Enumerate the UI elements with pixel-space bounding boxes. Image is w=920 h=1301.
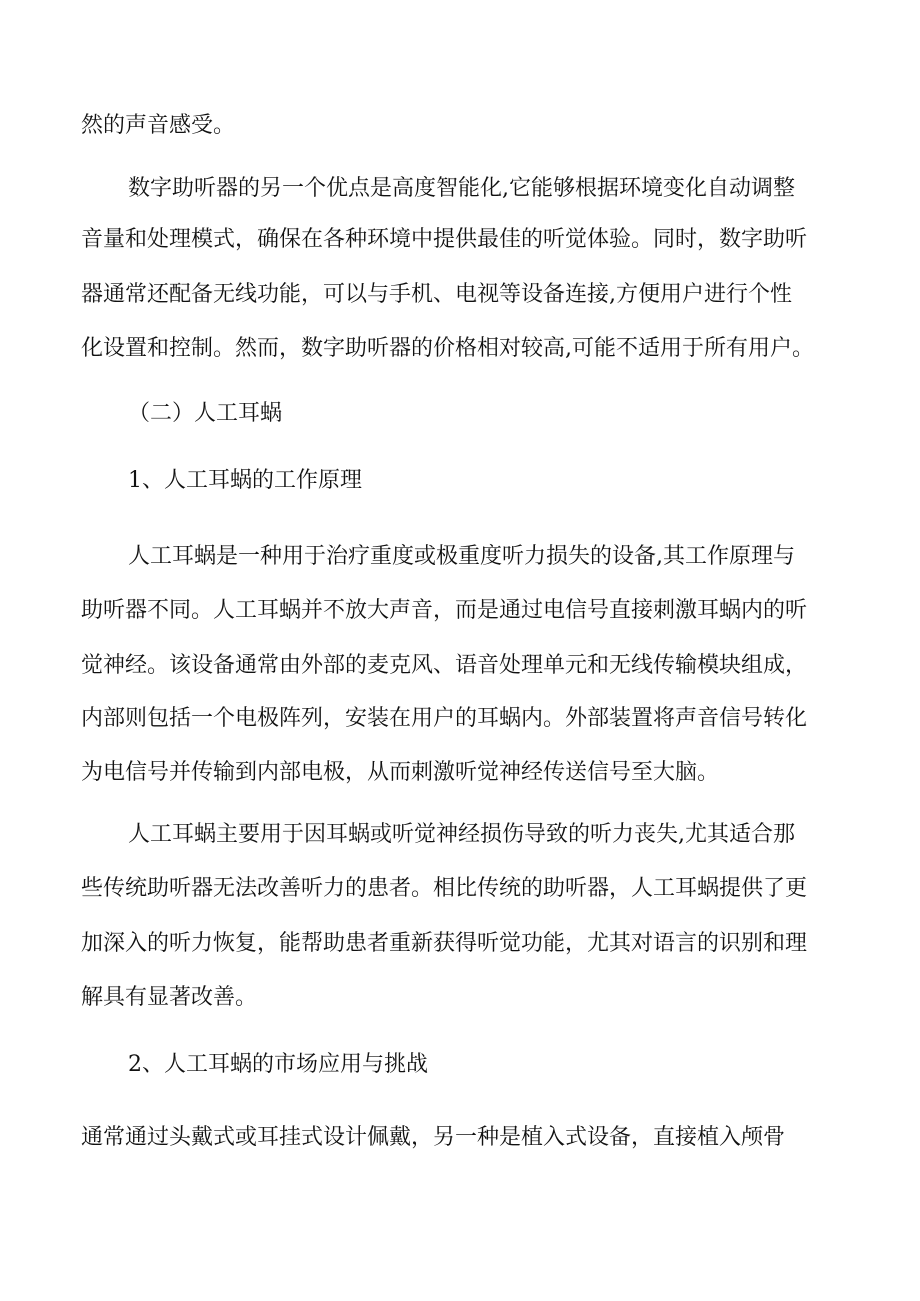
paragraph-smart-line: 器通常还配备无线功能，可以与手机、电视等设备连接,方便用户进行个性: [81, 282, 792, 307]
paragraph-usage-line: 加深入的听力恢复，能帮助患者重新获得听觉功能，尤其对语言的识别和理: [81, 931, 808, 956]
subheading-working-principle: 1、人工耳蜗的工作原理: [128, 468, 362, 493]
paragraph-fragment-line: 然的声音感受。: [81, 113, 236, 138]
paragraph-principle-line: 助听器不同。人工耳蜗并不放大声音，而是通过电信号直接刺激耳蜗内的听: [81, 598, 808, 623]
paragraph-smart-line: 音量和处理模式，确保在各种环境中提供最佳的听觉体验。同时，数字助听: [81, 227, 808, 252]
paragraph-principle-line: 觉神经。该设备通常由外部的麦克风、语音处理单元和无线传输模块组成，: [81, 653, 808, 678]
paragraph-smart-line: 化设置和控制。然而，数字助听器的价格相对较高,可能不适用于所有用户。: [81, 336, 814, 361]
paragraph-usage-line: 人工耳蜗主要用于因耳蜗或听觉神经损伤导致的听力丧失,尤其适合那: [128, 822, 795, 847]
paragraph-principle-line: 为电信号并传输到内部电极，从而刺激听觉神经传送信号至大脑。: [81, 760, 720, 785]
paragraph-usage-line: 解具有显著改善。: [81, 985, 258, 1010]
section-heading: （二）人工耳蜗: [128, 401, 283, 426]
paragraph-smart-line: 数字助听器的另一个优点是高度智能化,它能够根据环境变化自动调整: [128, 176, 795, 201]
paragraph-fragment-line: 通常通过头戴式或耳挂式设计佩戴，另一种是植入式设备，直接植入颅骨: [81, 1125, 786, 1150]
paragraph-principle-line: 内部则包括一个电极阵列，安装在用户的耳蜗内。外部装置将声音信号转化: [81, 706, 808, 731]
paragraph-usage-line: 些传统助听器无法改善听力的患者。相比传统的助听器，人工耳蜗提供了更: [81, 876, 808, 901]
subheading-market-application: 2、人工耳蜗的市场应用与挑战: [128, 1052, 428, 1077]
paragraph-principle-line: 人工耳蜗是一种用于治疗重度或极重度听力损失的设备,其工作原理与: [128, 544, 795, 569]
